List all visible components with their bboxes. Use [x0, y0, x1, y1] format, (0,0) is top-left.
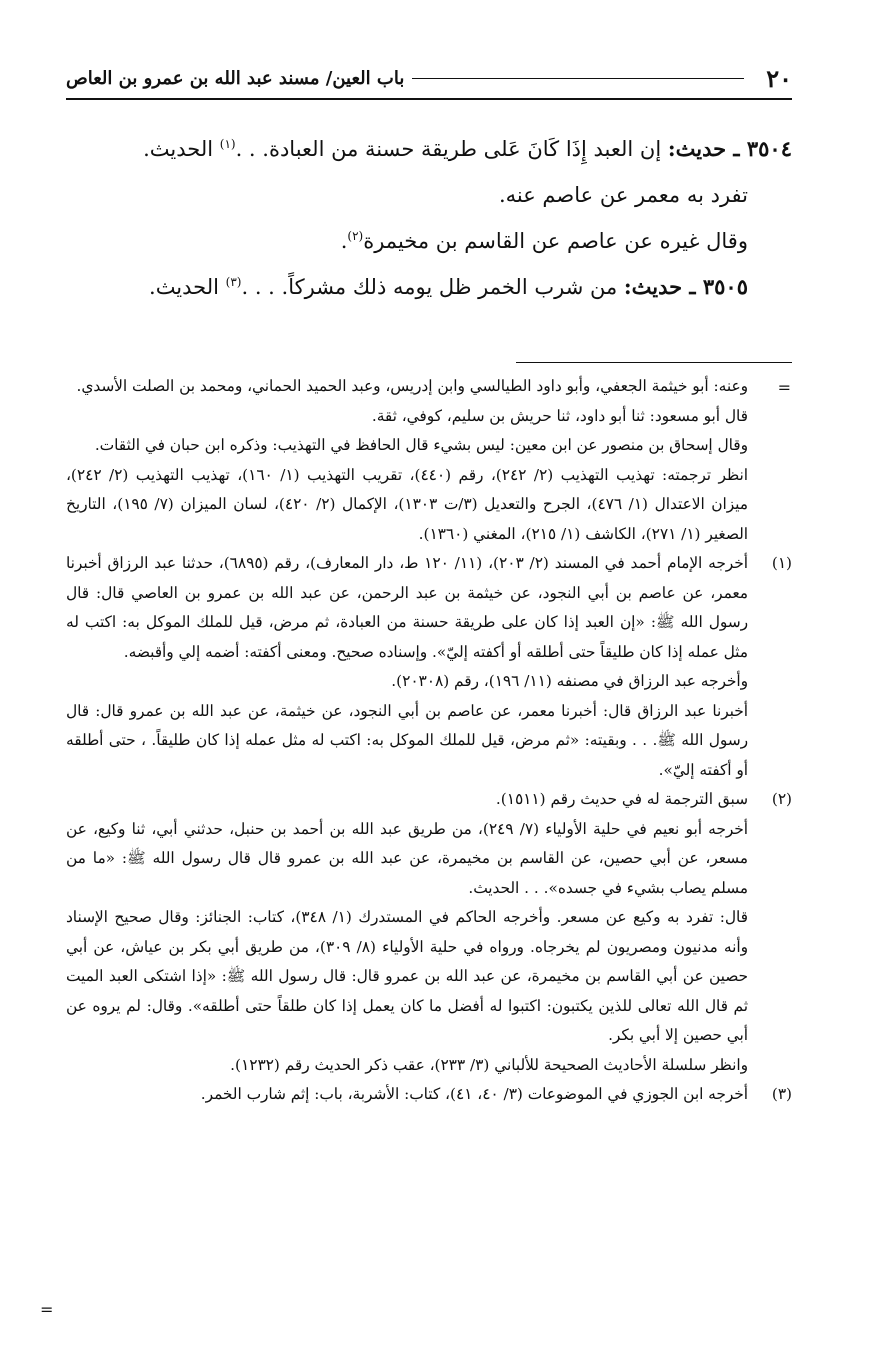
footnote-paragraph: أخرجه الإمام أحمد في المسند (٢/ ٢٠٣)، (١١/ ١٢٠ ط، دار المعارف)، رقم (٦٨٩٥)، حدثنا عبد الرزاق أخبرنا معمر، عن عاصم بن أبي النجود، عن خيثمة بن عبد الرحمن، عن عبد الله بن عمرو بن العاصي قال: قال رسول الله ﷺ: «إن العبد إذا كان على طريقة حسنة من العبادة، ثم مرض، قيل للملك الموكل به: اكتب له مثل عمله إذا كان طليقاً حتى أطلقه أو أكفته إليّ». وإسناده صحيح. ومعنى أكفته: أضمه إلي وأقبضه.	[66, 554, 748, 661]
footnote-3	[66, 1080, 792, 1110]
footnotes	[66, 372, 792, 1110]
footnote-ref: (١)	[219, 137, 236, 151]
footnote-number: (٢)	[771, 790, 792, 808]
remark-line: تفرد به معمر عن عاصم عنه.	[498, 183, 748, 207]
footnote-ref: (٢)	[347, 229, 364, 243]
header-rule	[412, 78, 744, 79]
end-marker: =	[40, 1300, 54, 1319]
footnote-2	[66, 785, 792, 1080]
footnote-separator	[516, 362, 792, 363]
footnote-1	[66, 549, 792, 785]
hadith-label: ٣٥٠٤ ـ حديث:	[667, 136, 792, 161]
page-number: ٢٠	[766, 63, 792, 93]
hadith-text: من شرب الخمر ظل يومه ذلك مشركاً. . . .	[241, 275, 624, 299]
footnote-paragraph: أخرجه ابن الجوزي في الموضوعات (٣/ ٤٠، ٤١)، كتاب: الأشربة، باب: إثم شارب الخمر.	[200, 1085, 748, 1103]
footnote-paragraph: وانظر سلسلة الأحاديث الصحيحة للألباني (٣/ ٢٣٣)، عقب ذكر الحديث رقم (١٢٣٢).	[230, 1055, 748, 1074]
footnote-ref: (٣)	[225, 275, 242, 289]
footnote-paragraph: أخبرنا عبد الرزاق قال: أخبرنا معمر، عن عاصم بن أبي النجود، عن خيثمة، عن عبد الله بن عمرو قال: قال رسول الله ﷺ. . . وبقيته: «ثم مرض، قيل للملك الموكل به: اكتب له مثل عمله إذا كان طليقاً. ، حتى أطلقه أو أكفته إليّ».	[66, 701, 748, 779]
footnote-paragraph: وأخرجه عبد الرزاق في مصنفه (١١/ ١٩٦)، رقم (٢٠٣٠٨).	[391, 672, 748, 690]
hadith-text: إن العبد إِذَا كَانَ عَلى طريقة حسنة من العبادة. . .	[235, 137, 668, 161]
remark-line-2	[66, 218, 792, 264]
footnote-paragraph: وعنه: أبو خيثمة الجعفي، وأبو داود الطيالسي وابن إدريس، وعبد الحميد الحماني، ومحمد بن الصلت الأسدي.	[76, 377, 748, 395]
footnote-paragraph: قال: تفرد به وكيع عن مسعر. وأخرجه الحاكم في المستدرك (١/ ٣٤٨)، كتاب: الجنائز: وقال صحيح الإسناد وأنه مدنيون ومصريون لم يخرجاه. ورواه في حلية الأولياء (٨/ ٣٠٩)، من طريق أبي بكر بن عياش، عن أبي حصين عن أبي القاسم بن مخيمرة، عن عبد الله بن عمرو قال: قال رسول الله ﷺ: «إذا اشتكى العبد الميت ثم قال الله تعالى للذين يكتبون: اكتبوا له أفضل ما كان يعمل إذا كان طلقاً حتى أطلقه». وقال: لم يروه عن أبي حصين إلا أبي بكر.	[66, 908, 748, 1044]
hadith-3504	[66, 126, 792, 172]
hadith-label: ٣٥٠٥ ـ حديث:	[623, 274, 748, 299]
remark-text: وقال غيره عن عاصم عن القاسم بن مخيمرة	[363, 229, 748, 253]
page-header	[66, 58, 792, 100]
main-text	[66, 126, 792, 310]
footnote-paragraph: قال أبو مسعود: ثنا أبو داود، ثنا حريش بن سليم، كوفي، ثقة.	[371, 406, 748, 425]
hadith-tail: الحديث.	[149, 275, 226, 299]
footnote-paragraph: انظر ترجمته: تهذيب التهذيب (٢/ ٢٤٢)، رقم (٤٤٠)، تقريب التهذيب (١/ ١٦٠)، تهذيب التهذيب (٢/ ٢٤٢)، ميزان الاعتدال (١/ ٤٧٦)، الجرح والتعديل (٣/ت ١٣٠٣)، الإكمال (٢/ ٤٢٠)، لسان الميزان (٧/ ١٩٥)، التاريخ الصغير (١/ ٢٧١)، الكاشف (١/ ٢١٥)، المغني (١٣٦٠).	[66, 465, 748, 543]
running-title: باب العين/ مسند عبد الله بن عمرو بن العاص	[66, 67, 405, 89]
footnote-paragraph: أخرجه أبو نعيم في حلية الأولياء (٧/ ٢٤٩)، من طريق عبد الله بن أحمد بن حنبل، حدثني أبي، ثنا وكيع، عن مسعر، عن أبي حصين، عن القاسم بن مخيمرة، عن عبد الله بن عمرو قال قال رسول الله ﷺ: «ما من مسلم يصاب بشيء في جسده». . . الحديث.	[66, 819, 748, 897]
footnote-number: (٣)	[771, 1085, 792, 1103]
remark-tail: .	[340, 229, 348, 253]
footnote-number: (١)	[771, 554, 792, 572]
footnote-paragraph: وقال إسحاق بن منصور عن ابن معين: ليس بشيء قال الحافظ في التهذيب: وذكره ابن حبان في الثقات.	[94, 436, 748, 454]
hadith-3505	[66, 264, 792, 310]
footnote-paragraph: سبق الترجمة له في حديث رقم (١٥١١).	[495, 790, 748, 808]
hadith-tail: الحديث.	[143, 137, 220, 161]
continuation-marker: =	[777, 378, 791, 397]
continued-footnote	[66, 372, 792, 549]
